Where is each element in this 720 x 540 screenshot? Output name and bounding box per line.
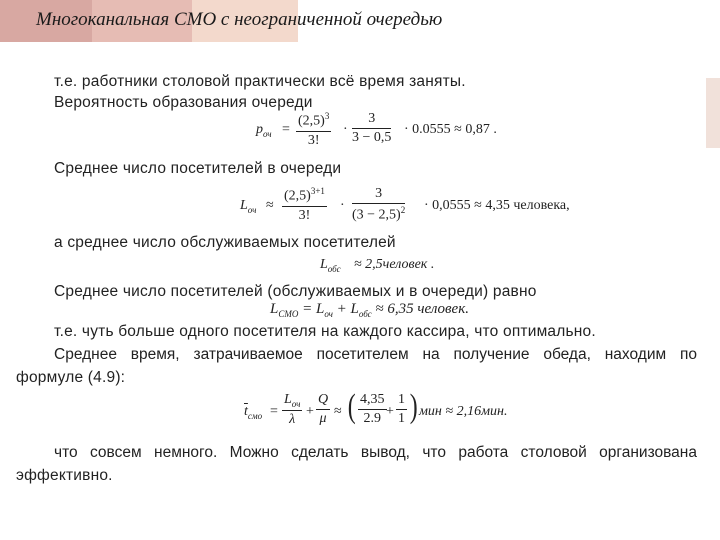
text-line-7: Среднее время, затрачиваемое посетителем на получение обеда, находим по (54, 346, 697, 363)
f1-tail: · 0.0555 ≈ 0,87 . (404, 122, 497, 137)
f4-sub2: оч (324, 309, 333, 319)
f2-eq: ≈ (266, 198, 274, 213)
f5-n1: L (284, 392, 292, 407)
f1-dot: · (343, 122, 348, 137)
f1-d1: 3! (307, 132, 320, 148)
f3-lhs-sub: обс (327, 263, 341, 274)
f5-d2: μ (319, 411, 327, 426)
f2-n1-sup: 3+1 (310, 186, 325, 196)
f5-eq: = (270, 404, 278, 419)
f2-d2-sup: 2 (400, 205, 406, 215)
f1-n1: (2,5) (298, 113, 325, 129)
f5-fraction-3 (358, 392, 387, 427)
f5-fraction-1 (282, 392, 302, 428)
f2-fraction-1 (282, 186, 327, 224)
f5-fraction-4 (396, 392, 407, 427)
text-line-2: Вероятность образования очереди (54, 94, 313, 111)
text-line-5: Среднее число посетителей (обслуживаемых и в очереди) равно (54, 283, 537, 300)
f2-d2: (3 − 2,5) (352, 207, 401, 223)
f1-fraction-1 (296, 111, 331, 149)
f5-plus: + (306, 404, 314, 419)
text-line-6: т.е. чуть больше одного посетителя на каждого кассира, что оптимально. (54, 323, 596, 340)
f2-d1: 3! (298, 207, 311, 223)
f2-n1: (2,5) (284, 188, 311, 204)
f2-fraction-2 (352, 186, 405, 224)
f5-tail: мин ≈ 2,16мин. (419, 404, 508, 419)
f5-d1: λ (289, 411, 296, 427)
f5-lhs: $\overline{t}$ (244, 404, 248, 419)
f5-right-paren: ) (409, 388, 418, 425)
text-line-4: а среднее число обслуживаемых посетителей (54, 234, 396, 251)
slide-title: Многоканальная СМО с неограниченной очередью (36, 9, 443, 30)
f2-dot: · (340, 198, 345, 213)
f5-approx: ≈ (334, 404, 342, 419)
text-line-9: что совсем немного. Можно сделать вывод, что работа столовой организована (54, 444, 697, 461)
f4-tail: ≈ 6,35 человек. (371, 301, 469, 317)
f5-plus-2: + (386, 404, 394, 419)
f4-mid2: + L (332, 301, 359, 317)
side-decoration (706, 78, 720, 148)
text-line-3: Среднее число посетителей в очереди (54, 160, 342, 177)
f5-n3: 4,35 (360, 392, 385, 407)
f3-rest: ≈ 2,5человек . (354, 257, 435, 272)
f1-n1-sup: 3 (324, 111, 330, 121)
f2-n2: 3 (375, 186, 383, 201)
f5-n4: 1 (398, 392, 405, 407)
f4-mid: = L (298, 301, 325, 317)
f1-n2: 3 (368, 111, 376, 126)
f5-d3: 2.9 (363, 411, 381, 426)
f2-lhs: L (240, 198, 248, 213)
f5-d4: 1 (398, 411, 405, 426)
f1-d2: 3 − 0,5 (352, 130, 392, 145)
f4-sub1: СМО (278, 309, 299, 319)
f5-fraction-2 (316, 392, 330, 427)
f2-lhs-sub: оч (247, 204, 257, 215)
f5-n1-sub: оч (291, 398, 301, 409)
f4-text: L (270, 301, 279, 317)
text-line-1: т.е. работники столовой практически всё время заняты. (54, 73, 466, 90)
f1-fraction-2 (352, 111, 391, 146)
f1-lhs: p (256, 122, 263, 137)
f5-lhs-sub: смо (247, 410, 263, 421)
text-line-8: формуле (4.9): (16, 369, 126, 386)
f1-eq: = (282, 122, 290, 137)
text-line-10: эффективно. (16, 467, 113, 484)
formula-total-count (270, 301, 469, 319)
f2-tail: · 0,0555 ≈ 4,35 человека, (424, 198, 570, 213)
f3-lhs: L (320, 257, 328, 272)
f5-n2: Q (318, 392, 329, 407)
f4-sub3: обс (358, 309, 372, 319)
f1-lhs-sub: оч (263, 128, 272, 139)
f5-left-paren: ( (347, 388, 356, 425)
